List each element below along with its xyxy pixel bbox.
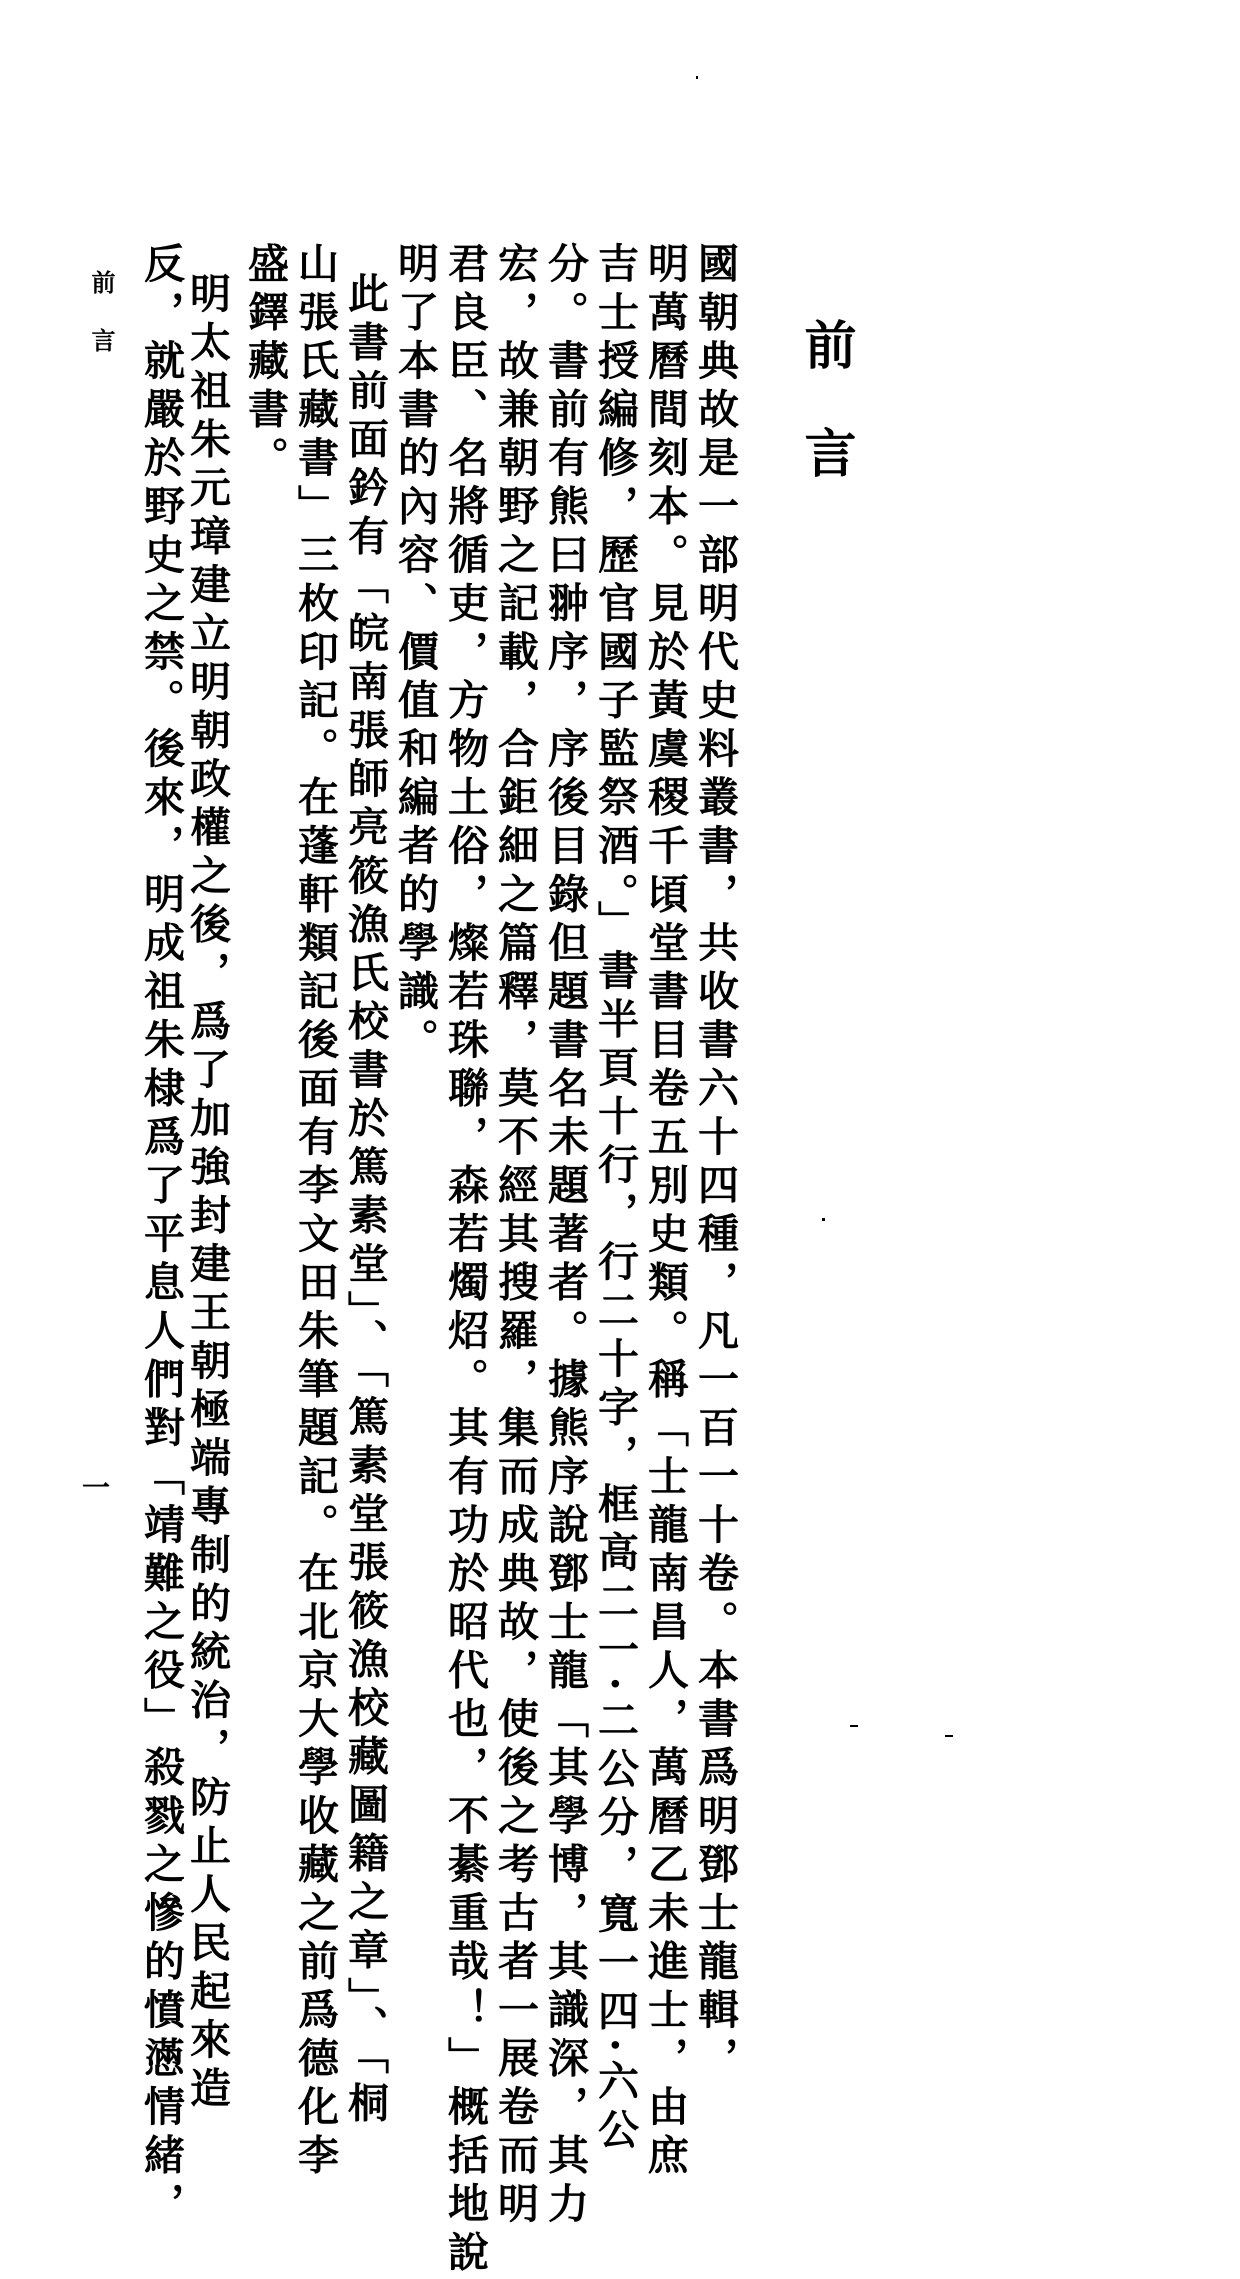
text-column-5: 宏，故兼朝野之記載，合鉅細之篇釋，莫不經其搜羅，集而成典故，使後之考古者一展卷而明 — [491, 242, 539, 2231]
text-column-11: 明太祖朱元璋建立明朝政權之後，爲了加強封建王朝極端專制的統治，防止人民起來造 — [183, 272, 231, 2115]
text-column-3: 吉士授編修，歷官國子監祭酒。」書半頁十行，行二十字，框高二一·二公分，寬一四·六公 — [591, 242, 639, 2157]
scan-speck — [696, 76, 698, 79]
scan-speck — [945, 1735, 953, 1737]
page-title: 前言 — [795, 318, 856, 534]
page-number: 一 — [82, 1471, 111, 1504]
text-column-7: 明了本書的內容、價值和編者的學識。 — [391, 242, 439, 1067]
text-column-12: 反，就嚴於野史之禁。後來，明成祖朱棣爲了平息人們對「靖難之役」殺戮之慘的憤懣情緒， — [137, 242, 185, 2231]
text-column-9: 山張氏藏書」三枚印記。在蓬軒類記後面有李文田朱筆題記。在北京大學收藏之前爲德化李 — [291, 242, 339, 2182]
scan-speck — [850, 1725, 858, 1727]
scan-speck — [822, 1218, 825, 1221]
text-column-4: 分。書前有熊曰翀序，序後目錄但題書名未題著者。據熊序說鄧士龍「其學博，其識深，其力 — [541, 242, 589, 2231]
text-column-6: 君良臣、名將循吏，方物土俗，燦若珠聯，森若燭炤。其有功於昭代也，不綦重哉！」概括地說 — [441, 242, 489, 2279]
text-column-8: 此書前面鈐有「皖南張師亮筱漁氏校書於篤素堂」、「篤素堂張筱漁校藏圖籍之章」、「桐 — [341, 272, 389, 2130]
text-column-1: 國朝典故是一部明代史料叢書，共收書六十四種，凡一百一十卷。本書爲明鄧士龍輯， — [691, 242, 739, 2085]
running-header: 前言 — [87, 270, 116, 386]
text-column-2: 明萬曆間刻本。見於黃虞稷千頃堂書目卷五別史類。稱「士龍南昌人，萬曆乙未進士，由庶 — [641, 242, 689, 2182]
text-column-10: 盛鐸藏書。 — [241, 242, 289, 485]
